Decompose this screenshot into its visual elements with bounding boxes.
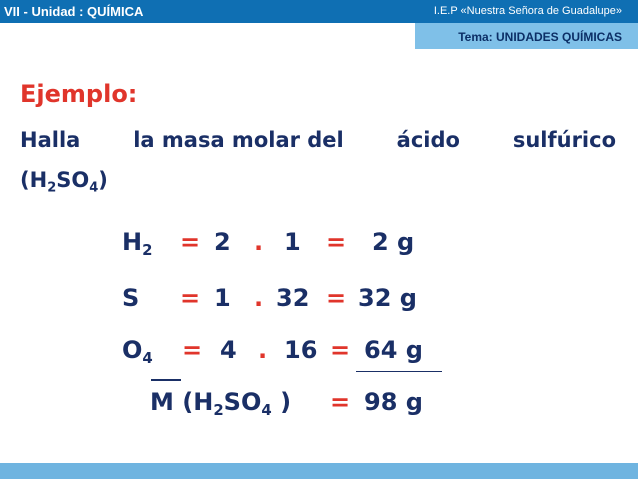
molar-mass-label: M ($H_2SO_4$ ) [150, 388, 292, 420]
equals-sign: = [326, 284, 347, 312]
topic-bar [415, 23, 638, 49]
atom-count: 2 [214, 228, 231, 256]
molar-mass-overline [151, 379, 181, 381]
calc-row-h2: $H_2$ [122, 228, 153, 260]
topic-title: Tema: UNIDADES QUÍMICAS [458, 30, 622, 44]
element-symbol: S [122, 284, 140, 312]
equals-sign: = [182, 336, 203, 364]
phrase-masa-molar: la masa molar del [133, 128, 344, 152]
unit-label: VII - Unidad : QUÍMICA [4, 4, 144, 19]
header-bar [0, 0, 638, 23]
footer-bar [0, 463, 638, 479]
statement-formula: $(H_2SO_4)$ [20, 168, 108, 196]
mass-result: 64 g [364, 336, 423, 364]
calc-row-o4: $O_4$ [122, 336, 153, 368]
mass-result: 2 g [372, 228, 415, 256]
equals-sign: = [326, 228, 347, 256]
atom-count: 1 [214, 284, 231, 312]
multiply-dot: . [258, 336, 268, 364]
multiply-dot: . [254, 284, 264, 312]
atomic-mass: 16 [284, 336, 318, 364]
statement-line-1 [20, 120, 616, 160]
sum-underline [356, 371, 442, 372]
molar-mass-result: 98 g [364, 388, 423, 416]
mass-result: 32 g [358, 284, 417, 312]
atomic-mass: 1 [284, 228, 301, 256]
problem-statement [20, 120, 620, 200]
multiply-dot: . [254, 228, 264, 256]
element-symbol: H [122, 228, 143, 256]
school-name: I.E.P «Nuestra Señora de Guadalupe» [433, 5, 622, 17]
equals-sign: = [330, 336, 351, 364]
example-heading: Ejemplo: [20, 80, 138, 108]
calc-row-s [122, 284, 139, 312]
equals-sign: = [180, 284, 201, 312]
word-acido: ácido [396, 128, 460, 152]
element-symbol: O [122, 336, 143, 364]
word-halla: Halla [20, 128, 81, 152]
equals-sign: = [180, 228, 201, 256]
equals-sign: = [330, 388, 351, 416]
atomic-mass: 32 [276, 284, 310, 312]
word-sulfurico: sulfúrico [512, 128, 616, 152]
atom-count: 4 [220, 336, 237, 364]
